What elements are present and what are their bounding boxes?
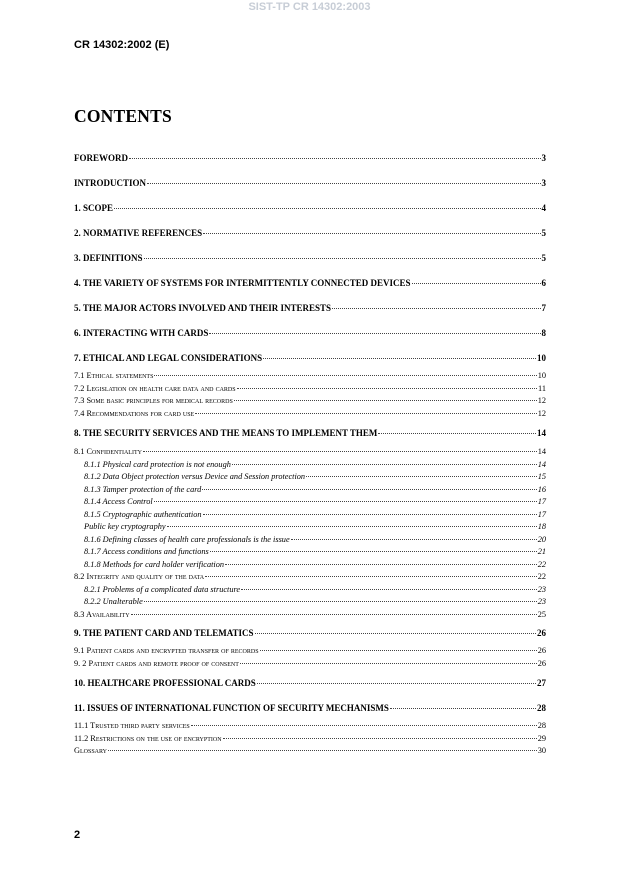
toc-entry[interactable] [74,178,546,188]
toc-entry-page: 28 [537,703,546,713]
dot-leader [260,650,537,651]
toc-entry-page: 26 [537,658,546,668]
toc-entry-label: 8.2.2 Unalterable [84,597,143,606]
toc-entry-label: 9. THE PATIENT CARD AND TELEMATICS [74,628,254,638]
toc-entry[interactable] [74,396,546,405]
toc-entry-label: 8.1.8 Methods for card holder verification [84,559,225,569]
dot-leader [203,514,537,515]
toc-entry[interactable] [74,659,546,668]
dot-leader [223,738,537,739]
toc-entry-label: INTRODUCTION [74,178,147,188]
toc-entry-label: 8.1.5 Cryptographic authentication [84,509,202,519]
dot-leader [108,750,537,751]
dot-leader [114,208,540,209]
toc-entry[interactable] [74,353,546,363]
toc-entry-page: 17 [537,497,546,506]
toc-entry[interactable] [74,460,546,469]
toc-entry-label: 11.1 Trusted third party services [74,721,190,730]
toc-entry[interactable] [74,228,546,238]
toc-entry-page: 22 [537,572,546,581]
toc-entry-page: 10 [537,371,546,380]
toc-entry[interactable] [74,572,546,581]
toc-entry[interactable] [74,428,546,438]
toc-entry[interactable] [74,384,546,393]
toc-entry-label: 2. NORMATIVE REFERENCES [74,228,203,238]
document-id: CR 14302:2002 (E) [74,39,170,51]
toc-entry-page: 18 [537,522,546,531]
toc-entry-label: 8. THE SECURITY SERVICES AND THE MEANS TO IMPLEMENT THEM [74,428,378,438]
toc-entry[interactable] [74,703,546,713]
dot-leader [205,576,537,577]
toc-entry[interactable] [74,547,546,556]
toc-entry-label: 8.1 Confidentiality [74,447,142,456]
dot-leader [147,183,540,184]
toc-entry-page: 5 [541,253,546,263]
dot-leader [195,413,536,414]
toc-entry-page: 12 [537,396,546,405]
toc-entry[interactable] [74,472,546,481]
toc-entry-label: 7.4 Recommendations for card use [74,408,195,418]
toc-entry-page: 11 [538,383,546,393]
toc-entry-label: 8.1.2 Data Object protection versus Device and Session protection [84,472,306,481]
toc-entry[interactable] [74,522,546,531]
dot-leader [412,283,541,284]
toc-entry[interactable] [74,628,546,638]
toc-entry-page: 21 [537,547,546,556]
toc-entry[interactable] [74,734,546,743]
dot-leader [240,663,537,664]
dot-leader [202,489,536,490]
toc-entry-page: 23 [537,597,546,606]
dot-leader [129,158,541,159]
watermark: SIST-TP CR 14302:2003 [248,1,371,13]
toc-entry-label: 8.2 Integrity and quality of the data [74,572,205,581]
toc-entry-page: 30 [537,746,546,755]
toc-entry-label: 9.1 Patient cards and encrypted transfer of records [74,646,259,655]
toc-entry-page: 20 [537,534,546,544]
toc-entry-label: 6. INTERACTING WITH CARDS [74,328,209,338]
toc-entry-label: 8.1.4 Access Control [84,497,153,506]
toc-entry-page: 16 [537,484,546,494]
toc-entry[interactable] [74,597,546,606]
toc-entry-label: Public key cryptography [84,522,166,531]
toc-entry-page: 7 [541,303,546,313]
toc-entry-label: 8.3 Availability [74,609,130,619]
dot-leader [143,451,537,452]
toc-entry-label: 5. THE MAJOR ACTORS INVOLVED AND THEIR INTERESTS [74,303,332,313]
toc-entry[interactable] [74,447,546,456]
toc-entry-page: 12 [537,408,546,418]
toc-entry-page: 14 [537,428,546,438]
toc-entry-page: 23 [537,584,546,594]
toc-entry[interactable] [74,510,546,519]
toc-entry-label: FOREWORD [74,153,128,163]
toc-entry-label: 7. ETHICAL AND LEGAL CONSIDERATIONS [74,353,263,363]
toc-entry-page: 14 [537,447,546,456]
toc-entry[interactable] [74,497,546,506]
toc-entry[interactable] [74,646,546,655]
toc-entry-label: 7.1 Ethical statements [74,371,154,380]
toc-entry-page: 25 [537,609,546,619]
dot-leader [255,633,536,634]
toc-entry[interactable] [74,610,546,619]
toc-entry-label: 8.1.6 Defining classes of health care professionals is the issue [84,534,290,544]
dot-leader [234,400,537,401]
toc-entry-label: 1. SCOPE [74,203,114,213]
toc-entry-label: 8.2.1 Problems of a complicated data structure [84,584,241,594]
toc-entry-page: 3 [541,153,546,163]
toc-entry[interactable] [74,746,546,755]
toc-entry-label: Glossary [74,746,108,755]
toc-entry-label: 7.2 Legislation on health care data and cards [74,383,236,393]
toc-entry-page: 8 [541,328,546,338]
page-number: 2 [74,829,81,841]
toc-entry-page: 26 [537,646,546,655]
toc-entry[interactable] [74,485,546,494]
toc-entry[interactable] [74,203,546,213]
dot-leader [191,725,537,726]
toc-entry-label: 11.2 Restrictions on the use of encryption [74,733,222,743]
toc-entry-label: 10. HEALTHCARE PROFESSIONAL CARDS [74,678,256,688]
toc-entry-page: 15 [537,472,546,481]
toc-entry-page: 14 [537,459,546,469]
toc-entry-label: 3. DEFINITIONS [74,253,143,263]
dot-leader [291,539,537,540]
toc-entry-label: 9. 2 Patient cards and remote proof of consent [74,658,239,668]
toc-entry-label: 4. THE VARIETY OF SYSTEMS FOR INTERMITTENTLY CONNECTED DEVICES [74,278,411,288]
toc-entry[interactable] [74,678,546,688]
toc-entry[interactable] [74,535,546,544]
toc-entry[interactable] [74,371,546,380]
toc-entry-page: 17 [537,509,546,519]
dot-leader [167,526,537,527]
toc-entry[interactable] [74,721,546,730]
dot-leader [144,258,541,259]
toc-entry[interactable] [74,585,546,594]
dot-leader [225,564,537,565]
toc-entry-page: 26 [537,628,546,638]
page-title: CONTENTS [74,106,172,126]
toc-entry-page: 29 [537,733,546,743]
dot-leader [237,388,537,389]
dot-leader [154,375,536,376]
toc-entry[interactable] [74,409,546,418]
dot-leader [209,333,540,334]
dot-leader [232,464,537,465]
dot-leader [332,308,540,309]
dot-leader [154,501,537,502]
toc-entry-page: 3 [541,178,546,188]
toc-entry[interactable] [74,278,546,288]
toc-entry-label: 8.1.3 Tamper protection of the card [84,484,202,494]
toc-entry[interactable] [74,328,546,338]
toc-entry-label: 7.3 Some basic principles for medical records [74,396,233,405]
toc-entry-label: 11. ISSUES OF INTERNATIONAL FUNCTION OF SECURITY MECHANISMS [74,703,389,713]
dot-leader [306,476,537,477]
dot-leader [203,233,540,234]
toc-entry-page: 4 [541,203,546,213]
dot-leader [144,601,537,602]
dot-leader [241,589,537,590]
toc-entry-page: 27 [537,678,546,688]
dot-leader [263,358,536,359]
dot-leader [257,683,536,684]
dot-leader [131,614,537,615]
toc-entry[interactable] [74,253,546,263]
dot-leader [378,433,536,434]
toc-entry-label: 8.1.1 Physical card protection is not enough [84,459,231,469]
dot-leader [210,551,537,552]
toc-entry-page: 28 [537,721,546,730]
toc-entry-label: 8.1.7 Access conditions and functions [84,547,209,556]
toc-entry[interactable] [74,153,546,163]
toc-entry-page: 6 [541,278,546,288]
toc-entry-page: 10 [537,353,546,363]
toc-entry[interactable] [74,303,546,313]
toc-entry-page: 22 [537,559,546,569]
dot-leader [390,708,536,709]
toc-entry[interactable] [74,560,546,569]
toc-entry-page: 5 [541,228,546,238]
